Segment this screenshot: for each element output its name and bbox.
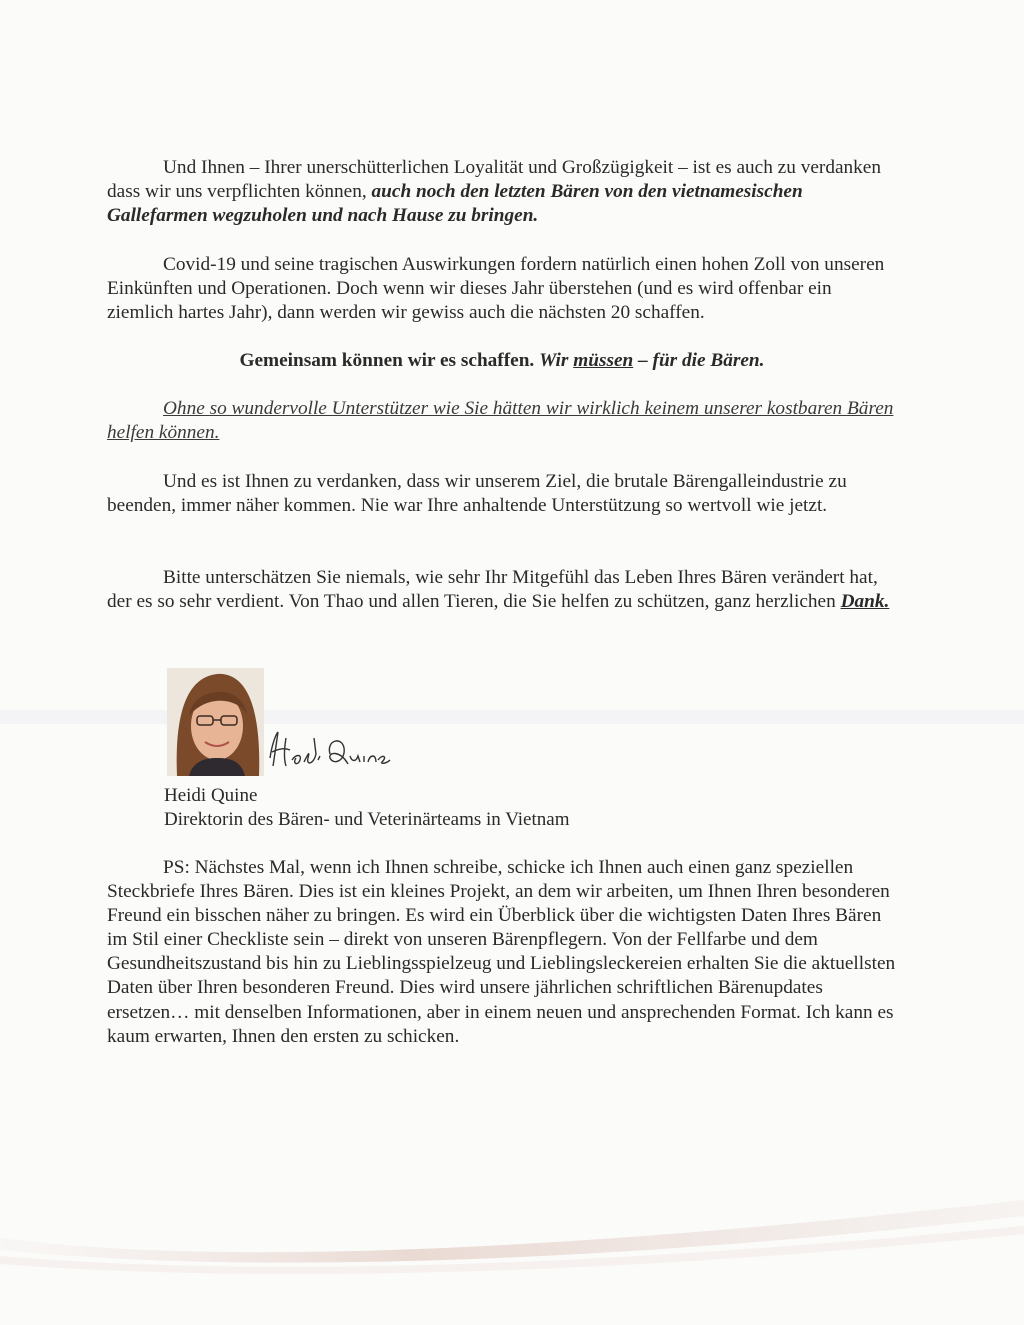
paragraph-goal-text: Und es ist Ihnen zu verdanken, dass wir unserem Ziel, die brutale Bärengalleindustrie zu beenden, immer näher kommen. Nie war Ihre anhaltende Unterstützung so wertvoll wie jetzt. (107, 471, 847, 516)
paragraph-supporters (107, 397, 897, 445)
author-photo (167, 668, 264, 776)
paragraph-ps-text: PS: Nächstes Mal, wenn ich Ihnen schreibe, schicke ich Ihnen auch einen ganz speziellen Steckbriefe Ihres Bären. Dies ist ein kleines Projekt, an dem wir arbeiten, um Ihnen Ihren besonderen Freund ein bisschen näher zu bringen. Es wird ein Überblick über die wichtigsten Daten Ihres Bären im Stil einer Checkliste sein – direkt von unseren Bärenpflegern. Von der Fellfarbe und dem Gesundheitszustand bis hin zu Lieblingsspielzeug und Lieblingsleckereien erhalten Sie die aktuellsten Daten über Ihren besonderen Freund. Dies wird unsere jährlichen schriftlichen Bärenupdates ersetzen… mit denselben Informationen, aber in einem neuen und ansprechenden Format. Ich kann es kaum erwarten, Ihnen den ersten zu schicken. (107, 857, 896, 1047)
paragraph-loyalty (107, 156, 897, 228)
paragraph-loyalty-text: Und Ihnen – Ihrer unerschütterlichen Loyalität und Großzügigkeit – ist es auch zu verdanken dass wir uns verpflichten können, (107, 157, 881, 202)
together-italic-1: Wir (539, 350, 569, 371)
paragraph-thanks-text: Bitte unterschätzen Sie niemals, wie sehr Ihr Mitgefühl das Leben Ihres Bären verändert hat, der es so sehr verdient. Von Thao und allen Tieren, die Sie helfen zu schützen, ganz herzlichen (107, 567, 878, 612)
author-photo-drawing (167, 668, 264, 776)
together-bold: Gemeinsam können wir es schaffen. (239, 350, 535, 371)
author-name: Heidi Quine (164, 785, 258, 806)
scan-fold-artifact (0, 700, 1024, 740)
decorative-swoosh (0, 1160, 1024, 1280)
paragraph-covid-text: Covid-19 und seine tragischen Auswirkungen fordern natürlich einen hohen Zoll von unseren Einkünften und Operationen. Doch wenn wir dieses Jahr überstehen (und es wird offenbar ein ziemlich hartes Jahr), dann werden wir gewiss auch die nächsten 20 schaffen. (107, 254, 885, 323)
paragraph-thanks-emphasis: Dank. (840, 591, 890, 612)
paragraph-goal (107, 470, 897, 518)
paragraph-thanks (107, 566, 897, 614)
together-italic-2: – für die Bären. (638, 350, 765, 371)
together-line (107, 349, 897, 373)
author-title: Direktorin des Bären- und Veterinärteams in Vietnam (164, 809, 570, 830)
signature-block (164, 784, 570, 832)
paragraph-loyalty-emphasis: auch noch den letzten Bären von den vietnamesischen Gallefarmen wegzuholen und nach Hause zu bringen. (107, 181, 803, 226)
together-must: müssen (573, 350, 634, 371)
signature-handwritten (264, 720, 394, 776)
paragraph-ps (107, 856, 897, 1049)
paragraph-supporters-text: Ohne so wundervolle Unterstützer wie Sie hätten wir wirklich keinem unserer kostbaren Bären helfen können. (107, 398, 894, 443)
paragraph-covid (107, 253, 897, 325)
